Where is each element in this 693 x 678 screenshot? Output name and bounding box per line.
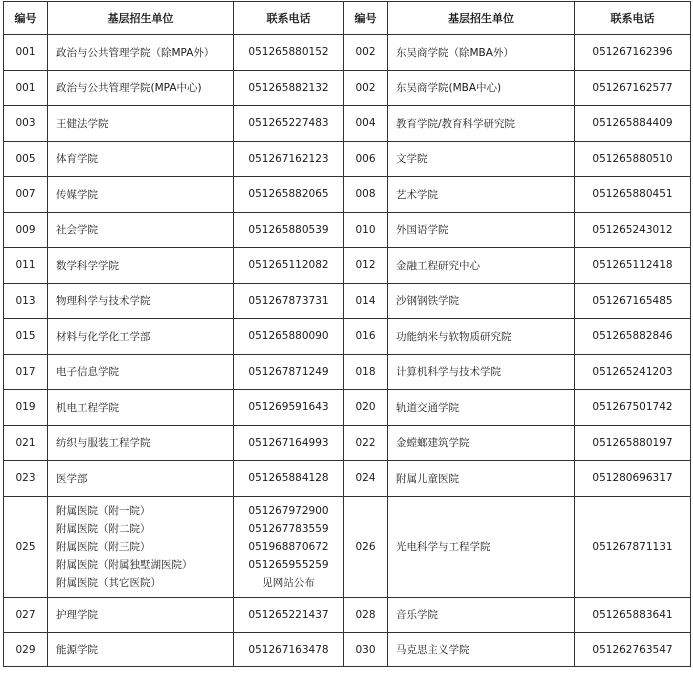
unit-id: 013 (4, 283, 48, 319)
unit-phone: 051265880152 (234, 35, 344, 71)
unit-name: 材料与化学化工学部 (48, 319, 234, 355)
hospital-phone: 051265955259 (248, 558, 329, 571)
table-row (4, 177, 691, 213)
hospital-phone: 051968870672 (248, 540, 329, 553)
unit-phone: 051267164993 (234, 425, 344, 461)
table-row (4, 283, 691, 319)
unit-phone: 051265880197 (575, 425, 691, 461)
table-row (4, 212, 691, 248)
unit-id: 014 (344, 283, 388, 319)
table-row-hospitals (4, 496, 691, 597)
table-row (4, 319, 691, 355)
unit-id: 019 (4, 390, 48, 426)
unit-name: 艺术学院 (388, 177, 575, 213)
unit-id: 009 (4, 212, 48, 248)
unit-name: 功能纳米与软物质研究院 (388, 319, 575, 355)
hospital-phone: 051267972900 (248, 504, 329, 517)
unit-id: 020 (344, 390, 388, 426)
unit-phone: 051265883641 (575, 597, 691, 633)
unit-phone: 051267162396 (575, 35, 691, 71)
unit-name: 纺织与服装工程学院 (48, 425, 234, 461)
hospital-phone-list (234, 496, 344, 597)
unit-name: 沙钢钢铁学院 (388, 283, 575, 319)
hospital-unit-name: 附属医院（附属独墅湖医院） (56, 558, 193, 571)
hospital-unit-name: 附属医院（附一院） (56, 504, 151, 517)
hospital-unit-name: 附属医院（附三院） (56, 540, 151, 553)
unit-name: 附属儿童医院 (388, 461, 575, 497)
unit-phone: 051280696317 (575, 461, 691, 497)
unit-id: 025 (4, 496, 48, 597)
unit-name: 物理科学与技术学院 (48, 283, 234, 319)
unit-phone: 051267871249 (234, 354, 344, 390)
hospital-unit-name: 附属医院（附二院） (56, 522, 151, 535)
unit-phone: 051265882065 (234, 177, 344, 213)
unit-name: 电子信息学院 (48, 354, 234, 390)
unit-phone: 051267873731 (234, 283, 344, 319)
unit-name: 机电工程学院 (48, 390, 234, 426)
unit-name: 金融工程研究中心 (388, 248, 575, 284)
unit-name: 教育学院/教育科学研究院 (388, 106, 575, 142)
unit-phone: 051269591643 (234, 390, 344, 426)
unit-id: 018 (344, 354, 388, 390)
unit-phone: 051265221437 (234, 597, 344, 633)
unit-id: 029 (4, 633, 48, 667)
hospital-phone: 051267783559 (248, 522, 329, 535)
admissions-contact-table-wrapper (3, 1, 691, 667)
unit-name: 东吴商学院(MBA中心) (388, 70, 575, 106)
unit-phone: 051267162577 (575, 70, 691, 106)
unit-name: 音乐学院 (388, 597, 575, 633)
unit-name: 马克思主义学院 (388, 633, 575, 667)
unit-id: 024 (344, 461, 388, 497)
unit-id: 002 (344, 35, 388, 71)
unit-name: 医学部 (48, 461, 234, 497)
unit-phone: 051267501742 (575, 390, 691, 426)
unit-name: 金螳螂建筑学院 (388, 425, 575, 461)
header-id-right: 编号 (344, 2, 388, 35)
unit-id: 001 (4, 35, 48, 71)
unit-name: 护理学院 (48, 597, 234, 633)
unit-id: 021 (4, 425, 48, 461)
unit-phone: 051265880090 (234, 319, 344, 355)
unit-id: 003 (4, 106, 48, 142)
header-phone-left: 联系电话 (234, 2, 344, 35)
unit-id: 015 (4, 319, 48, 355)
unit-phone: 051265882132 (234, 70, 344, 106)
admissions-contact-table (3, 1, 691, 667)
unit-name: 传媒学院 (48, 177, 234, 213)
table-row (4, 35, 691, 71)
unit-id: 011 (4, 248, 48, 284)
unit-name: 文学院 (388, 141, 575, 177)
unit-phone: 051265112082 (234, 248, 344, 284)
unit-name: 光电科学与工程学院 (388, 496, 575, 597)
unit-id: 030 (344, 633, 388, 667)
table-row (4, 597, 691, 633)
unit-id: 002 (344, 70, 388, 106)
unit-id: 017 (4, 354, 48, 390)
unit-name: 能源学院 (48, 633, 234, 667)
header-id-left: 编号 (4, 2, 48, 35)
unit-id: 001 (4, 70, 48, 106)
unit-name: 政治与公共管理学院（除MPA外） (48, 35, 234, 71)
unit-name: 社会学院 (48, 212, 234, 248)
table-row (4, 354, 691, 390)
unit-phone: 051265112418 (575, 248, 691, 284)
table-row (4, 461, 691, 497)
unit-name: 政治与公共管理学院(MPA中心) (48, 70, 234, 106)
unit-id: 028 (344, 597, 388, 633)
unit-name: 数学科学学院 (48, 248, 234, 284)
table-row (4, 248, 691, 284)
unit-name: 东吴商学院（除MBA外） (388, 35, 575, 71)
unit-phone: 051265241203 (575, 354, 691, 390)
unit-id: 008 (344, 177, 388, 213)
unit-phone: 051265880539 (234, 212, 344, 248)
unit-phone: 051265882846 (575, 319, 691, 355)
unit-id: 022 (344, 425, 388, 461)
unit-id: 023 (4, 461, 48, 497)
unit-name: 王健法学院 (48, 106, 234, 142)
unit-name: 体育学院 (48, 141, 234, 177)
unit-name: 计算机科学与技术学院 (388, 354, 575, 390)
unit-phone: 051267165485 (575, 283, 691, 319)
unit-id: 026 (344, 496, 388, 597)
hospital-unit-list (48, 496, 234, 597)
unit-phone: 051265880451 (575, 177, 691, 213)
hospital-phone: 见网站公布 (262, 576, 315, 589)
unit-id: 007 (4, 177, 48, 213)
unit-phone: 051265884409 (575, 106, 691, 142)
table-row (4, 70, 691, 106)
table-row (4, 141, 691, 177)
unit-id: 004 (344, 106, 388, 142)
unit-id: 016 (344, 319, 388, 355)
unit-phone: 051267871131 (575, 496, 691, 597)
table-row (4, 106, 691, 142)
unit-id: 010 (344, 212, 388, 248)
unit-id: 012 (344, 248, 388, 284)
table-row (4, 633, 691, 667)
unit-name: 外国语学院 (388, 212, 575, 248)
unit-phone: 051265227483 (234, 106, 344, 142)
unit-name: 轨道交通学院 (388, 390, 575, 426)
hospital-unit-name: 附属医院（其它医院） (56, 576, 161, 589)
unit-phone: 051265880510 (575, 141, 691, 177)
unit-phone: 051265243012 (575, 212, 691, 248)
unit-phone: 051262763547 (575, 633, 691, 667)
unit-phone: 051265884128 (234, 461, 344, 497)
header-phone-right: 联系电话 (575, 2, 691, 35)
unit-id: 027 (4, 597, 48, 633)
unit-id: 005 (4, 141, 48, 177)
table-row (4, 390, 691, 426)
unit-phone: 051267163478 (234, 633, 344, 667)
unit-id: 006 (344, 141, 388, 177)
header-unit-left: 基层招生单位 (48, 2, 234, 35)
header-row (4, 2, 691, 35)
header-unit-right: 基层招生单位 (388, 2, 575, 35)
table-row (4, 425, 691, 461)
unit-phone: 051267162123 (234, 141, 344, 177)
